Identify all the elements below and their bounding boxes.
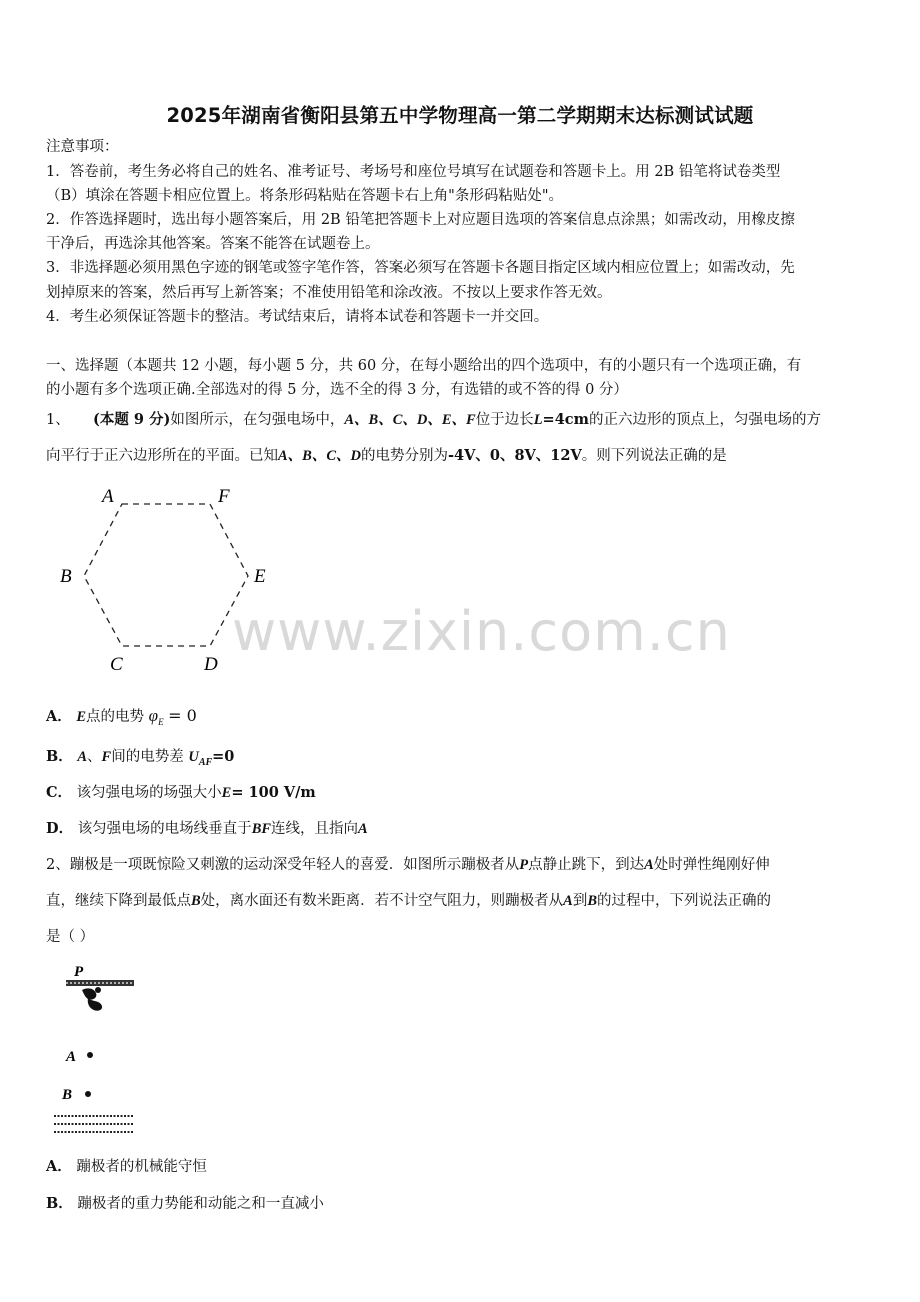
q2-text-7: 的过程中，下列说法正确的: [597, 893, 772, 909]
notice-heading: 注意事项：: [46, 139, 119, 155]
q1-known-vertices: A、B、C、D: [278, 448, 361, 464]
point-a-dot: [87, 1052, 93, 1058]
section-header-line-1: 一、选择题（本题共 12 小题，每小题 5 分，共 60 分，在每小题给出的四个选项中，有的小题只有一个选项正确，有: [46, 358, 802, 374]
q1-option-c[interactable]: [46, 783, 316, 803]
option-d-A: A: [358, 821, 368, 837]
notice-line-4: 干净后，再选涂其他答案。答案不能答在试题卷上。: [46, 236, 380, 252]
q2-option-a[interactable]: [46, 1157, 207, 1177]
q1-vertices: A、B、C、D、E、F: [344, 412, 476, 428]
bungee-label-P: P: [74, 964, 84, 980]
q2-line-3: 是（ ）: [46, 929, 95, 945]
q2-text-3: 处时弹性绳刚好伸: [653, 857, 770, 873]
q1-L-value: =4cm: [542, 411, 589, 428]
q1-option-a[interactable]: [46, 706, 197, 732]
q2-option-b-lead: B．: [46, 1195, 73, 1212]
option-a-sub: E: [158, 716, 164, 727]
option-b-A: A: [77, 749, 88, 765]
vertex-label-C: C: [110, 654, 123, 675]
q2-text-5: 处，离水面还有数米距离．若不计空气阻力，则蹦极者从: [200, 893, 564, 909]
q2-A: A: [644, 857, 654, 873]
option-b-sub: AF: [198, 756, 213, 768]
q2-line-2: [46, 891, 771, 911]
vertex-label-F: F: [218, 486, 230, 507]
option-d-text: 该匀强电场的电场线垂直于: [77, 821, 252, 837]
q1-potentials: -4V、0、8V、12V: [448, 447, 582, 464]
page-title: 2025年湖南省衡阳县第五中学物理高一第二学期期末达标测试试题: [166, 104, 754, 127]
q1-option-d[interactable]: [46, 819, 368, 839]
option-b-F: F: [101, 749, 112, 765]
option-b-U: U: [188, 749, 199, 765]
option-a-text: 点的电势: [86, 709, 145, 725]
q2-text-4: 直，继续下降到最低点: [46, 893, 191, 909]
notice-line-7: 4．考生必须保证答题卡的整洁。考试结束后，请将本试卷和答题卡一并交回。: [46, 309, 549, 325]
q1-line-1: [46, 410, 821, 430]
bungee-label-B: B: [62, 1087, 73, 1103]
q1-text-6: 。则下列说法正确的是: [581, 448, 727, 464]
q1-number: 1、: [46, 412, 70, 428]
q2-text-6: 到: [572, 893, 588, 909]
option-b-eq: =0: [212, 748, 235, 765]
jumper-icon: [82, 987, 102, 1011]
q1-text-3: 的正六边形的顶点上，匀强电场的方: [588, 412, 821, 428]
option-a-phi: φ: [148, 706, 159, 725]
option-d-BF: BF: [251, 821, 272, 837]
notice-line-6: 划掉原来的答案，然后再写上新答案；不准使用铅笔和涂改液。不按以上要求作答无效。: [46, 285, 612, 301]
q2-option-a-lead: A．: [46, 1158, 72, 1175]
q1-text-1: 如图所示，在匀强电场中，: [170, 412, 345, 428]
option-a-E: E: [76, 709, 87, 725]
q1-L: L: [533, 412, 543, 428]
q2-line-1: [46, 855, 770, 875]
bungee-figure: [54, 960, 154, 1145]
q2-text-2: 点静止跳下，到达: [528, 857, 645, 873]
option-d-text-2: 连线，且指向: [271, 821, 359, 837]
notice-line-3: 2．作答选择题时，选出每小题答案后，用 2B 铅笔把答题卡上对应题目选项的答案信息点涂黑；如需改动，用橡皮擦: [46, 212, 795, 228]
option-c-eq: = 100 V/m: [231, 784, 316, 801]
q2-option-b-text: 蹦极者的重力势能和动能之和一直减小: [77, 1196, 324, 1212]
q2-P: P: [519, 857, 529, 873]
option-c-lead: C．: [46, 784, 73, 801]
notice-line-2: （B）填涂在答题卡相应位置上。将条形码粘贴在答题卡右上角"条形码粘贴处"。: [46, 188, 563, 204]
vertex-label-A: A: [102, 486, 114, 507]
watermark: www.zixin.com.cn: [232, 600, 731, 663]
point-b-dot: [85, 1091, 91, 1097]
q2-text-1: 2、蹦极是一项既惊险又刺激的运动深受年轻人的喜爱．如图所示蹦极者从: [46, 857, 520, 873]
option-c-E: E: [221, 785, 232, 801]
q1-line-2: [46, 446, 727, 466]
vertex-label-E: E: [254, 566, 266, 587]
option-a-eq: = 0: [168, 706, 197, 725]
vertex-label-D: D: [204, 654, 218, 675]
q2-A-2: A: [563, 893, 573, 909]
notice-line-1: 1．答卷前，考生务必将自己的姓名、准考证号、考场号和座位号填写在试题卷和答题卡上。用 2B 铅笔将试卷类型: [46, 164, 781, 180]
section-header-line-2: 的小题有多个选项正确.全部选对的得 5 分，选不全的得 3 分，有选错的或不答的得 0 分）: [46, 382, 628, 398]
water-surface: [54, 1116, 134, 1132]
bungee-label-A: A: [66, 1049, 77, 1065]
q2-B: B: [191, 893, 201, 909]
option-a-lead: A．: [46, 708, 72, 725]
vertex-label-B: B: [60, 566, 72, 587]
notice-line-5: 3．非选择题必须用黑色字迹的钢笔或签字笔作答，答案必须写在答题卡各题目指定区域内相应位置上；如需改动，先: [46, 260, 795, 276]
q1-points: (本题 9 分): [92, 411, 171, 428]
q1-text-5: 的电势分别为: [361, 448, 448, 464]
q1-text-4: 向平行于正六边形所在的平面。已知: [46, 448, 278, 464]
q1-option-b[interactable]: [46, 747, 234, 773]
q2-option-b[interactable]: [46, 1194, 324, 1214]
option-c-text: 该匀强电场的场强大小: [76, 785, 222, 801]
option-b-lead: B．: [46, 748, 73, 765]
q2-B-2: B: [587, 893, 598, 909]
option-b-text: 间的电势差: [111, 749, 184, 765]
option-d-lead: D．: [46, 820, 74, 837]
q2-option-a-text: 蹦极者的机械能守恒: [76, 1159, 207, 1175]
q1-text-2: 位于边长: [475, 412, 534, 428]
option-b-sep: 、: [87, 749, 102, 765]
